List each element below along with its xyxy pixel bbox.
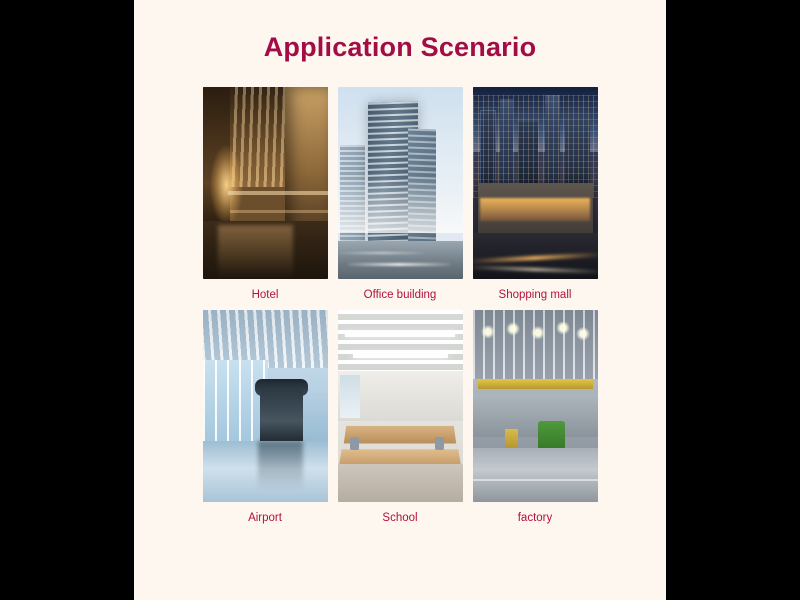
scenario-card-office-building[interactable]: [338, 87, 463, 302]
classroom-image: [338, 310, 463, 502]
night-city-mall-image: [473, 87, 598, 279]
scenario-caption: Airport: [248, 512, 282, 524]
office-tower-image: [338, 87, 463, 279]
scenario-card-airport[interactable]: [203, 310, 328, 525]
hotel-lobby-image: [203, 87, 328, 279]
scenario-caption: Hotel: [251, 289, 279, 301]
scenario-card-shopping-mall[interactable]: [473, 87, 598, 302]
airport-terminal-image: [203, 310, 328, 502]
scenario-caption: Shopping mall: [498, 289, 572, 301]
scenario-card-factory[interactable]: [473, 310, 598, 525]
page-title: Application Scenario: [263, 32, 537, 62]
scenario-caption: School: [382, 512, 418, 524]
scenario-caption: factory: [517, 512, 553, 524]
scenario-card-hotel[interactable]: [203, 87, 328, 302]
scenario-caption: Office building: [363, 289, 437, 301]
scenario-card-school[interactable]: [338, 310, 463, 525]
scenario-grid: [134, 87, 666, 525]
factory-hall-image: [473, 310, 598, 502]
scenario-row-top: [203, 87, 598, 302]
slide-canvas: [134, 0, 666, 600]
scenario-row-bottom: [203, 310, 598, 525]
